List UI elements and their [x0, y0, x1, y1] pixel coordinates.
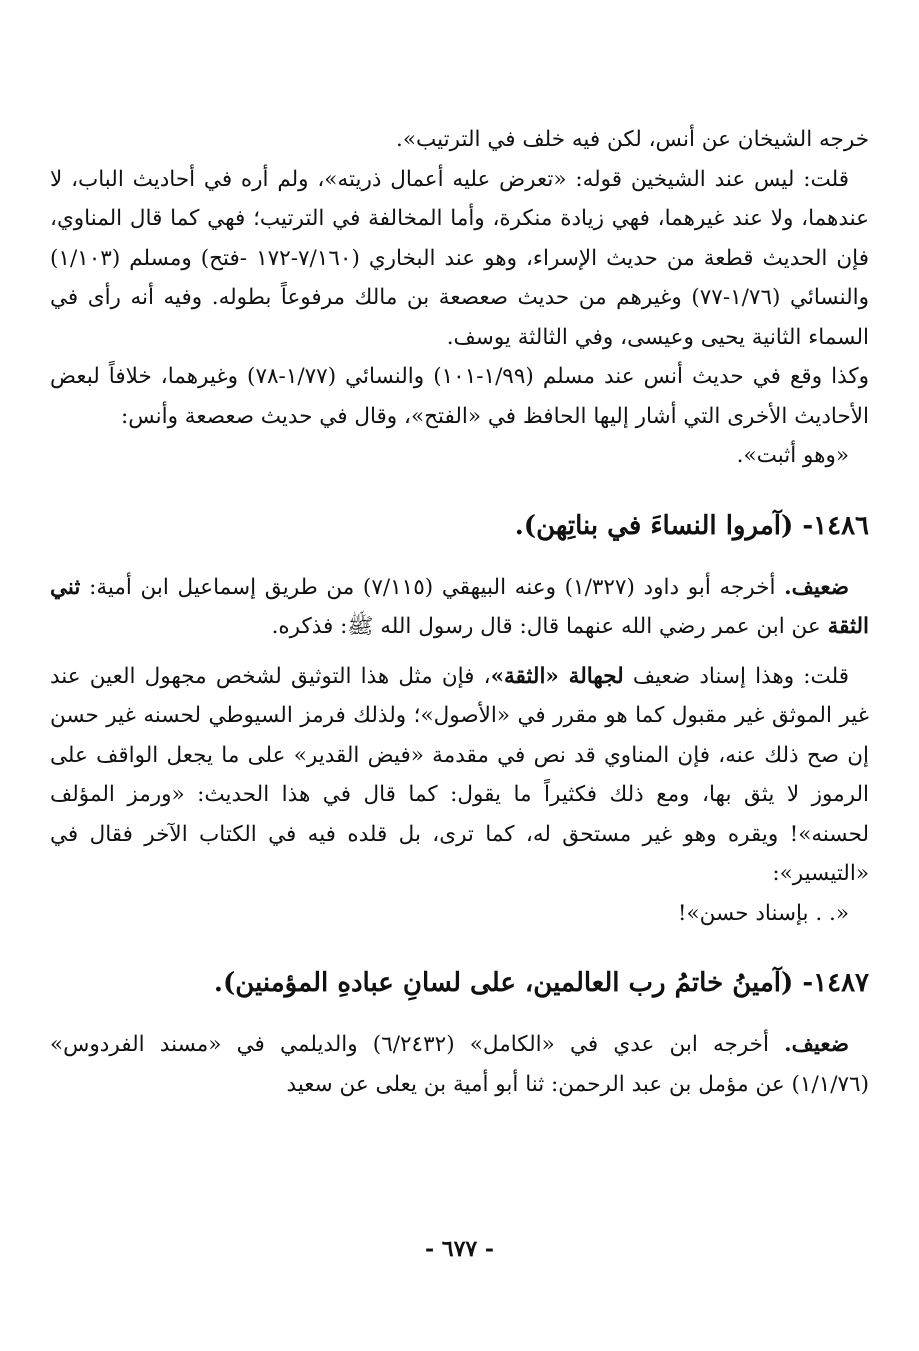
intro-paragraph-2: قلت: ليس عند الشيخين قوله: «تعرض عليه أعمال ذريته»، ولم أره في أحاديث الباب، لا عندهما، ولا عند غيرهما، فهي زيادة منكرة، وأما المخالفة في الترتيب؛ فهي كما قال المناوي، فإن الحديث قطعة من حديث الإسراء، وهو عند البخاري (٧/١٦٠-١٧٢ -فتح) ومسلم (١/١٠٣) والنسائي (١/٧٦-٧٧) وغيرهم من حديث صعصعة بن مالك مرفوعاً بطوله. وفيه أنه رأى في السماء الثانية يحيى وعيسى، وفي الثالثة يوسف. [50, 166, 869, 350]
grade-label: ضعيف. [784, 1032, 849, 1057]
hadith-1486-heading: ١٤٨٦- (آمروا النساءَ في بناتِهن). [514, 510, 869, 541]
takhrij-text: أخرجه أبو داود (١/٣٢٧) وعنه البيهقي (٧/١١٥) من طريق إسماعيل ابن أمية: [89, 574, 776, 600]
page-number: - ٦٧٧ - [424, 1236, 495, 1262]
narrator-phrase: ثني الثقة [50, 574, 869, 639]
grade-label: ضعيف. [784, 574, 849, 600]
intro-paragraph-1: خرجه الشيخان عن أنس، لكن فيه خلف في الترتيب». [396, 127, 869, 152]
intro-paragraph-3: وكذا وقع في حديث أنس عند مسلم (١/٩٩-١٠١) والنسائي (١/٧٧-٧٨) وغيرهما، خلافاً لبعض الأحاديث الأخرى التي أشار إليها الحافظ في «الفتح»، وقال في حديث صعصعة وأنس: [50, 364, 869, 429]
page-body [50, 120, 869, 1104]
hadith-1487-takhrij [50, 1025, 869, 1104]
hadith-1486-takhrij [50, 568, 869, 647]
hadith-1486-commentary [50, 657, 869, 894]
hadith-1486-quote: «. . بإسناد حسن»! [677, 900, 849, 926]
commentary-bold: لجهالة «الثقة» [490, 663, 624, 689]
commentary-start: قلت: وهذا إسناد ضعيف [632, 663, 849, 689]
commentary-rest: ، فإن مثل هذا التوثيق لشخص مجهول العين عند غير الموثق غير مقبول كما هو مقرر في «الأصول»؛ ولذلك فرمز السيوطي لحسنه غير حسن إن صح ذلك عنه، فإن المناوي قد نص في مقدمة «فيض القدير» على ما يجعل الواقف على الرموز لا يثق بها، ومع ذلك فكثيراً ما يقول: كما قال في هذا الحديث: «ورمز المؤلف لحسنه»! ويقره وهو غير مستحق له، كما ترى، بل قلده فيه في الكتاب الآخر فقال في «التيسير»: [50, 663, 869, 886]
takhrij-text: أخرجه ابن عدي في «الكامل» (٦/٢٤٣٢) والديلمي في «مسند الفردوس» (١/١/٧٦) عن مؤمل بن عبد الرحمن: ثنا أبو أمية بن يعلى عن سعيد [50, 1032, 869, 1097]
intro-quote: «وهو أثبت». [736, 443, 849, 468]
hadith-1487-heading: ١٤٨٧- (آمينُ خاتمُ رب العالمين، على لسانِ عبادهِ المؤمنين). [213, 968, 869, 998]
takhrij-end: عن ابن عمر رضي الله عنهما قال: قال رسول الله ﷺ: فذكره. [271, 614, 821, 639]
